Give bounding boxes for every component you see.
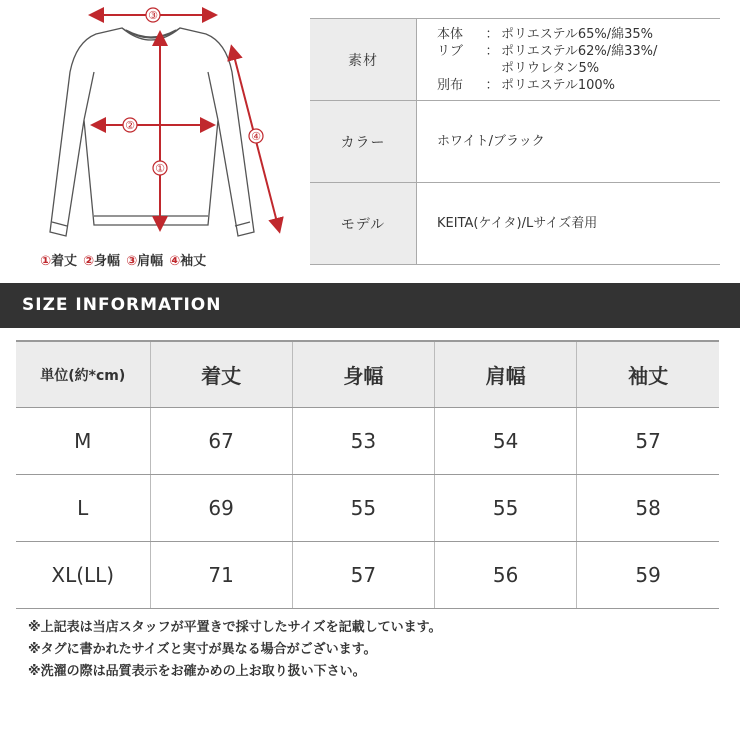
table-cell: 59 <box>577 542 719 609</box>
notes <box>28 617 728 683</box>
note-line: ※上記表は当店スタッフが平置きで採寸したサイズを記載しています。 <box>28 620 442 635</box>
table-cell: 53 <box>292 408 434 475</box>
spec-value-material: 本体 ： ポリエステル65%/綿35% リブ ： ポリエステル62%/綿33%/ ポリウレタン5% 別布 ： ポリエステル100% <box>417 19 721 101</box>
spec-row-color <box>310 101 720 183</box>
size-label: L <box>16 475 150 542</box>
size-table <box>16 340 719 609</box>
spec-row-model <box>310 183 720 265</box>
marker-3: ③ <box>148 9 158 22</box>
table-row <box>16 542 719 609</box>
legend-item: ③肩幅 <box>126 254 164 269</box>
marker-2: ② <box>125 119 135 132</box>
table-cell: 58 <box>577 475 719 542</box>
table-cell: 57 <box>292 542 434 609</box>
table-cell: 55 <box>435 475 577 542</box>
marker-4: ④ <box>251 130 261 143</box>
legend-item: ②身幅 <box>83 254 121 269</box>
spec-row-material <box>310 19 720 101</box>
table-cell: 71 <box>150 542 292 609</box>
table-cell: 67 <box>150 408 292 475</box>
marker-1: ① <box>155 162 165 175</box>
sweater-diagram <box>0 0 300 280</box>
table-cell: 56 <box>435 542 577 609</box>
legend-item: ④袖丈 <box>169 254 207 269</box>
spec-key-material: 素材 <box>310 19 417 101</box>
size-label: XL(LL) <box>16 542 150 609</box>
legend-item: ①着丈 <box>40 254 78 269</box>
size-information-header: SIZE INFORMATION <box>0 283 740 328</box>
spec-key-color: カラー <box>310 101 417 183</box>
measurement-legend <box>40 250 280 269</box>
spec-key-model: モデル <box>310 183 417 265</box>
spec-value-color: ホワイト/ブラック <box>417 101 721 183</box>
table-cell: 54 <box>435 408 577 475</box>
table-row <box>16 475 719 542</box>
table-cell: 69 <box>150 475 292 542</box>
column-header-body-width: 身幅 <box>292 341 434 408</box>
spec-value-model: KEITA(ケイタ)/Lサイズ着用 <box>417 183 721 265</box>
size-table-header-row <box>16 341 719 408</box>
spec-table <box>310 18 720 265</box>
column-header-unit: 単位(約*cm) <box>16 341 150 408</box>
column-header-shoulder-width: 肩幅 <box>435 341 577 408</box>
table-cell: 57 <box>577 408 719 475</box>
size-label: M <box>16 408 150 475</box>
table-cell: 55 <box>292 475 434 542</box>
table-row <box>16 408 719 475</box>
note-line: ※洗濯の際は品質表示をお確かめの上お取り扱い下さい。 <box>28 664 366 679</box>
sweater-outline <box>50 28 254 236</box>
column-header-length: 着丈 <box>150 341 292 408</box>
column-header-sleeve-length: 袖丈 <box>577 341 719 408</box>
note-line: ※タグに書かれたサイズと実寸が異なる場合がございます。 <box>28 642 377 657</box>
